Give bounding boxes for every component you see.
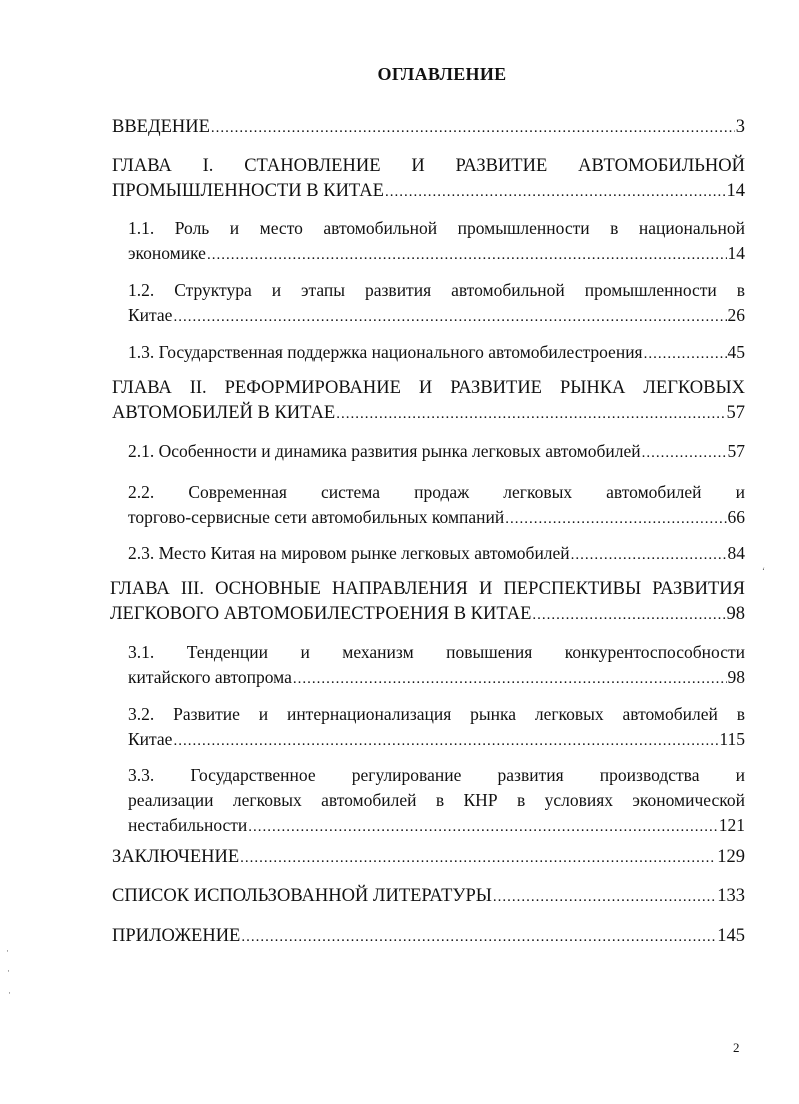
dot-leader xyxy=(493,885,716,910)
toc-entry-conclusion xyxy=(112,845,745,871)
toc-entry-line: 1.1. Роль и место автомобильной промышленности в национальной xyxy=(128,218,745,238)
toc-entry-title: ЛЕГКОВОГО АВТОМОБИЛЕСТРОЕНИЯ В КИТАЕ xyxy=(110,604,532,624)
toc-page-number: 57 xyxy=(726,403,745,423)
toc-entry-line: реализации легковых автомобилей в КНР в условиях экономической xyxy=(128,790,745,810)
toc-entry-title: китайского автопрома xyxy=(128,667,292,687)
dot-leader xyxy=(293,667,727,692)
toc-page-number: 115 xyxy=(719,729,745,749)
scan-speck: · xyxy=(7,966,10,976)
dot-leader xyxy=(211,116,735,141)
scan-speck: ‘ xyxy=(762,566,765,576)
toc-entry-1-2 xyxy=(128,278,745,330)
toc-page-number: 66 xyxy=(727,507,745,527)
toc-entry-title: 2.3. Место Китая на мировом рынке легковых автомобилей xyxy=(128,543,570,563)
toc-entry-2-3 xyxy=(128,541,745,568)
dot-leader xyxy=(505,507,726,532)
toc-entry-line: ГЛАВА III. ОСНОВНЫЕ НАПРАВЛЕНИЯ И ПЕРСПЕКТИВЫ РАЗВИТИЯ xyxy=(110,579,745,599)
toc-entry-title: Китае xyxy=(128,305,173,325)
toc-entry-3-2 xyxy=(128,702,745,754)
dot-leader xyxy=(644,342,727,367)
dot-leader xyxy=(571,543,727,568)
toc-page-number: 98 xyxy=(727,667,745,687)
dot-leader xyxy=(385,180,726,205)
toc-entry-title: СПИСОК ИСПОЛЬЗОВАННОЙ ЛИТЕРАТУРЫ xyxy=(112,886,492,906)
dot-leader xyxy=(532,603,725,628)
toc-entry-appendix xyxy=(112,924,745,950)
toc-entry-title: 2.1. Особенности и динамика развития рынка легковых автомобилей xyxy=(128,441,641,461)
toc-page-number: 133 xyxy=(717,886,745,906)
dot-leader xyxy=(240,846,716,871)
toc-page-number: 145 xyxy=(717,926,745,946)
toc-page-number: 98 xyxy=(726,604,745,624)
toc-page-number: 57 xyxy=(727,441,745,461)
toc-entry-line: ГЛАВА I. СТАНОВЛЕНИЕ И РАЗВИТИЕ АВТОМОБИЛЬНОЙ xyxy=(112,156,745,176)
toc-page-number: 121 xyxy=(718,815,745,835)
toc-entry-title: ВВЕДЕНИЕ xyxy=(112,117,210,137)
toc-entry-title: 1.3. Государственная поддержка национального автомобилестроения xyxy=(128,342,643,362)
page-number: 2 xyxy=(733,1040,740,1055)
toc-entry-chapter-2 xyxy=(112,376,745,427)
toc-page-number: 26 xyxy=(727,305,745,325)
toc-entry-line: 1.2. Структура и этапы развития автомобильной промышленности в xyxy=(128,280,745,300)
toc-entry-title: нестабильности xyxy=(128,815,248,835)
scan-speck: · xyxy=(8,988,11,998)
toc-entry-2-2 xyxy=(128,480,745,532)
toc-entry-chapter-1 xyxy=(112,154,745,205)
toc-entry-1-1 xyxy=(128,216,745,268)
dot-leader xyxy=(241,925,716,950)
toc-entry-title: ПРОМЫШЛЕННОСТИ В КИТАЕ xyxy=(112,181,384,201)
toc-page-number: 14 xyxy=(726,181,745,201)
toc-entry-title: ЗАКЛЮЧЕНИЕ xyxy=(112,847,240,867)
toc-entry-title: Китае xyxy=(128,729,173,749)
dot-leader xyxy=(173,729,718,754)
toc-entry-title: торгово-сервисные сети автомобильных компаний xyxy=(128,507,505,527)
toc-page-number: 84 xyxy=(727,543,745,563)
toc-entry-line: ГЛАВА II. РЕФОРМИРОВАНИЕ И РАЗВИТИЕ РЫНКА ЛЕГКОВЫХ xyxy=(112,378,745,398)
toc-entry-1-3 xyxy=(128,340,745,367)
toc-entry-chapter-3 xyxy=(110,577,745,628)
toc-entry-line: 2.2. Современная система продаж легковых автомобилей и xyxy=(128,482,745,502)
dot-leader xyxy=(336,402,725,427)
page-title: ОГЛАВЛЕНИЕ xyxy=(377,64,507,84)
scan-speck: · xyxy=(6,946,9,956)
toc-page-number: 3 xyxy=(735,117,745,137)
toc-entry-introduction xyxy=(112,115,745,141)
toc-entry-line: 3.2. Развитие и интернационализация рынка легковых автомобилей в xyxy=(128,704,745,724)
toc-entry-title: экономике xyxy=(128,243,206,263)
toc-page-number: 14 xyxy=(727,243,745,263)
dot-leader xyxy=(248,815,717,840)
toc-entry-bibliography xyxy=(112,884,745,910)
toc-entry-title: АВТОМОБИЛЕЙ В КИТАЕ xyxy=(112,403,336,423)
dot-leader xyxy=(173,305,726,330)
toc-entry-3-1 xyxy=(128,640,745,692)
toc-entry-3-3 xyxy=(128,763,745,840)
toc-entry-title: ПРИЛОЖЕНИЕ xyxy=(112,926,241,946)
dot-leader xyxy=(642,441,727,466)
toc-page-number: 45 xyxy=(727,342,745,362)
dot-leader xyxy=(207,243,727,268)
toc-page-number: 129 xyxy=(717,847,745,867)
toc-entry-line: 3.3. Государственное регулирование развития производства и xyxy=(128,765,745,785)
toc-entry-line: 3.1. Тенденции и механизм повышения конкурентоспособности xyxy=(128,642,745,662)
toc-entry-2-1 xyxy=(128,439,745,466)
